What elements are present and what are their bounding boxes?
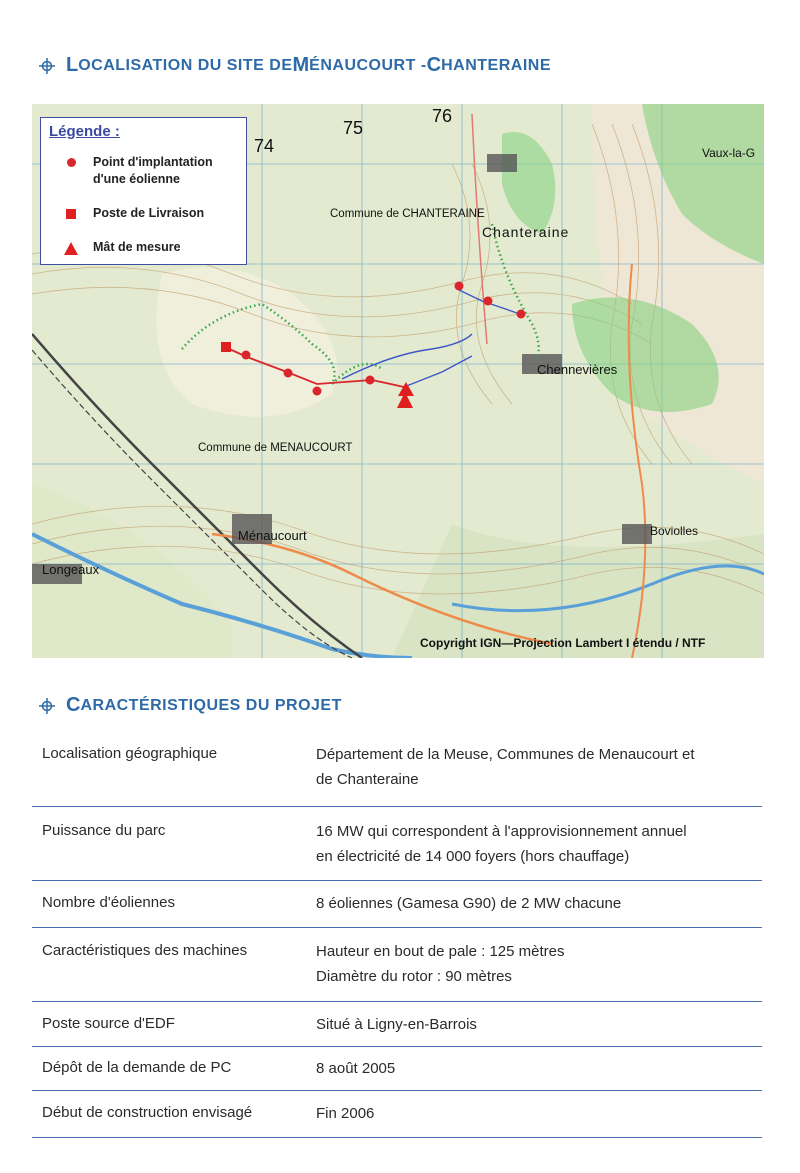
grid-label: 75 (343, 118, 364, 138)
title-initial: C (66, 694, 81, 716)
village-label: Ménaucourt (238, 528, 307, 543)
legend-label: Poste de Livraison (93, 206, 205, 220)
legend-title: Légende : (49, 123, 120, 140)
title-text: OCALISATION DU SITE DE (78, 56, 293, 74)
row-divider (32, 1001, 762, 1002)
village-label: Boviolles (650, 524, 699, 538)
row-value-line: de Chanteraine (316, 771, 419, 788)
delivery-station-marker (221, 342, 231, 352)
row-value-line: 16 MW qui correspondent à l'approvisionnement annuel (316, 823, 687, 840)
row-value-line: Fin 2006 (316, 1105, 375, 1122)
row-value (316, 1056, 756, 1081)
row-value-line: Département de la Meuse, Communes de Menaucourt et (316, 746, 695, 763)
row-value-line: 8 août 2005 (316, 1060, 396, 1077)
row-label: Caractéristiques des machines (42, 942, 248, 959)
row-value (316, 819, 756, 869)
legend-label: Point d'implantation d'une éolienne (93, 155, 213, 186)
legend-item-turbine (63, 154, 243, 188)
crosshair-icon (38, 697, 56, 715)
row-label: Localisation géographique (42, 745, 218, 762)
legend-label: Mât de mesure (93, 240, 181, 254)
crosshair-icon (38, 57, 56, 75)
red-triangle-icon (63, 240, 79, 256)
title-text: HANTERAINE (441, 56, 551, 74)
row-divider (32, 1046, 762, 1047)
row-value-line: 8 éoliennes (Gamesa G90) de 2 MW chacune (316, 895, 622, 912)
row-value (316, 891, 756, 916)
map-legend (40, 117, 247, 265)
row-divider (32, 1137, 762, 1138)
map-copyright: Copyright IGN—Projection Lambert I étendu / NTF (420, 636, 706, 650)
row-value (316, 1101, 756, 1126)
village-label: Chennevières (537, 362, 618, 377)
row-label: Dépôt de la demande de PC (42, 1059, 232, 1076)
row-value-line: Situé à Ligny-en-Barrois (316, 1016, 477, 1033)
section-title-localisation (38, 54, 551, 77)
row-label: Poste source d'EDF (42, 1015, 175, 1032)
title-text: ARACTÉRISTIQUES DU PROJET (80, 696, 342, 714)
row-value-line: Diamètre du rotor : 90 mètres (316, 968, 512, 985)
row-value (316, 939, 756, 989)
row-label: Nombre d'éoliennes (42, 894, 175, 911)
title-initial: C (426, 54, 442, 76)
row-value-line: Hauteur en bout de pale : 125 mètres (316, 943, 565, 960)
title-initial: L (66, 54, 79, 76)
row-label: Puissance du parc (42, 822, 166, 839)
red-dot-icon (63, 154, 79, 170)
grid-label: 74 (254, 136, 275, 156)
village-label: Chanteraine (482, 224, 570, 240)
row-value-line: en électricité de 14 000 foyers (hors chauffage) (316, 848, 630, 865)
village-label: Longeaux (42, 562, 100, 577)
commune-label-menaucourt: Commune de MENAUCOURT (198, 442, 353, 454)
row-divider (32, 1090, 762, 1091)
red-square-icon (63, 206, 79, 222)
section-title-caracteristiques (38, 694, 342, 717)
row-value (316, 1012, 756, 1037)
row-divider (32, 880, 762, 881)
legend-item-delivery-station (63, 206, 204, 222)
village-label: Vaux-la-G (702, 146, 756, 160)
row-divider (32, 806, 762, 807)
commune-label-chanteraine: Commune de CHANTERAINE (330, 208, 485, 220)
legend-item-measurement-mast (63, 240, 181, 256)
row-label: Début de construction envisagé (42, 1104, 253, 1121)
grid-label: 76 (432, 106, 453, 126)
row-value (316, 742, 756, 792)
row-divider (32, 927, 762, 928)
title-text: ÉNAUCOURT - (309, 56, 427, 74)
title-initial: M (292, 54, 310, 76)
